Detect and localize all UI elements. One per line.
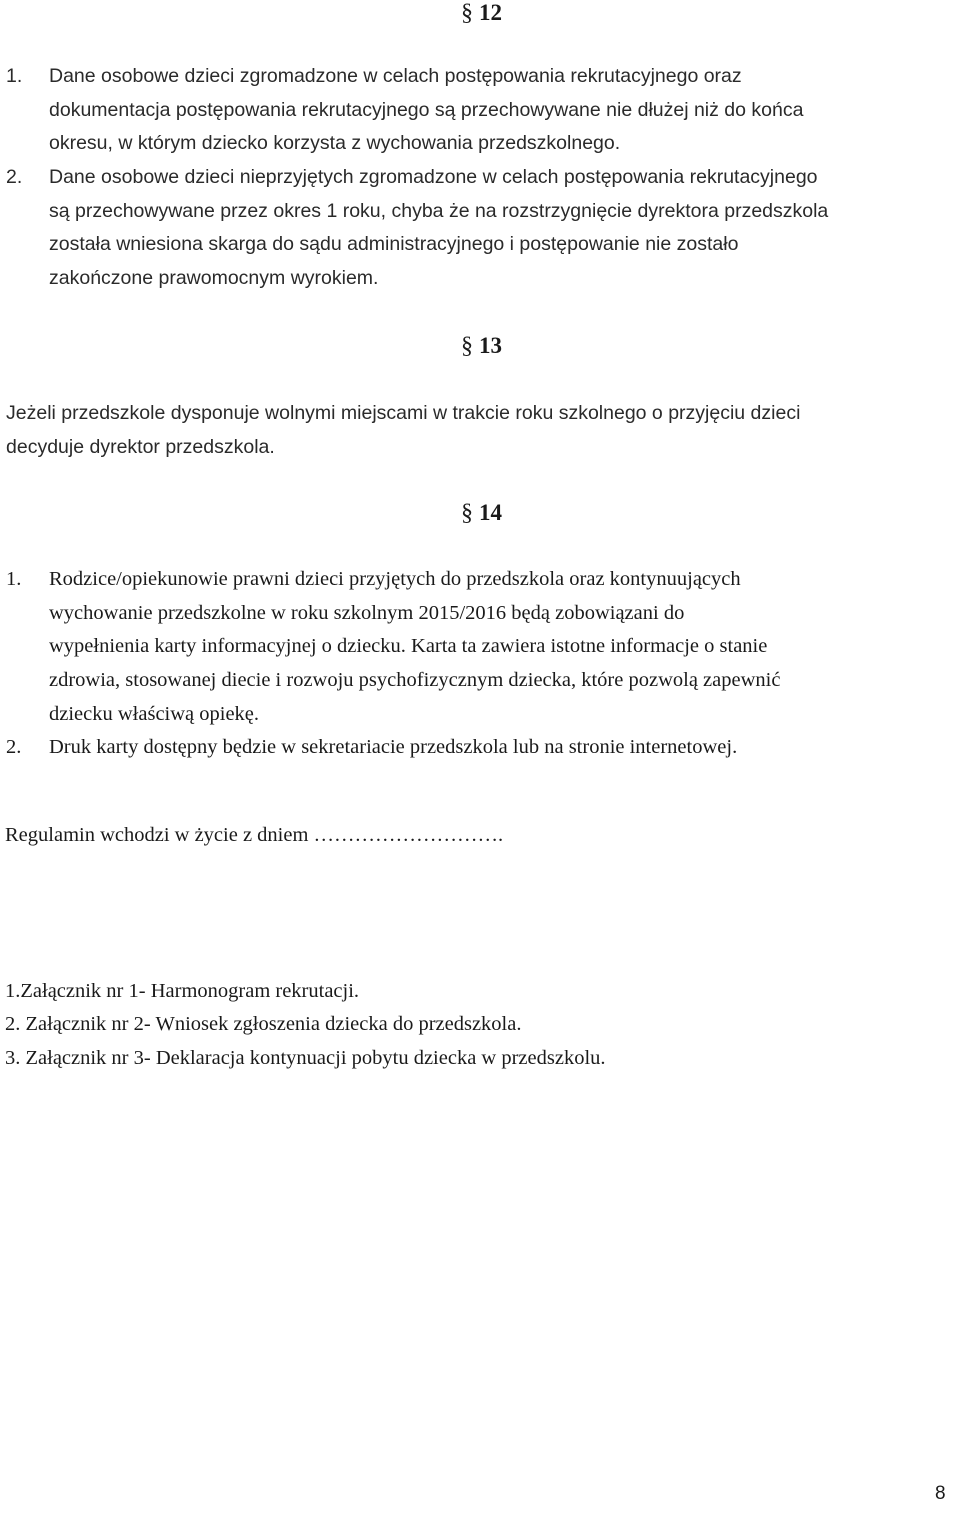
- attachment-item: 2. Załącznik nr 2- Wniosek zgłoszenia dziecka do przedszkola.: [5, 1013, 522, 1035]
- section-number: 13: [479, 333, 502, 358]
- s12-item-1-line: dokumentacja postępowania rekrutacyjnego są przechowywane nie dłużej niż do końca: [49, 99, 804, 121]
- s14-item-1-line: zdrowia, stosowanej diecie i rozwoju psychofizycznym dziecka, które pozwolą zapewnić: [49, 669, 781, 691]
- s14-item-2-line: Druk karty dostępny będzie w sekretariacie przedszkola lub na stronie internetowej.: [49, 736, 738, 758]
- s13-line: Jeżeli przedszkole dysponuje wolnymi miejscami w trakcie roku szkolnego o przyjęciu dzieci: [6, 402, 801, 424]
- s12-item-1-line: okresu, w którym dziecko korzysta z wychowania przedszkolnego.: [49, 132, 621, 154]
- s14-item-1-line: wypełnienia karty informacyjnej o dziecku. Karta ta zawiera istotne informacje o stanie: [49, 635, 768, 657]
- section-12-heading: [461, 0, 502, 27]
- section-number: 14: [479, 500, 502, 525]
- section-sign: §: [461, 333, 473, 359]
- s12-item-2-line: zakończone prawomocnym wyrokiem.: [49, 267, 379, 289]
- attachment-item: 3. Załącznik nr 3- Deklaracja kontynuacji pobytu dziecka w przedszkolu.: [5, 1047, 606, 1069]
- page-number: 8: [935, 1483, 946, 1504]
- section-number: 12: [479, 0, 502, 25]
- s12-item-2-number: 2.: [6, 166, 23, 188]
- attachment-item: 1.Załącznik nr 1- Harmonogram rekrutacji.: [5, 980, 360, 1002]
- s13-line: decyduje dyrektor przedszkola.: [6, 436, 275, 458]
- s14-item-1-line: dziecku właściwą opiekę.: [49, 703, 260, 725]
- s14-item-1-number: 1.: [6, 568, 22, 590]
- s12-item-1-number: 1.: [6, 65, 23, 87]
- s12-item-2-line: Dane osobowe dzieci nieprzyjętych zgromadzone w celach postępowania rekrutacyjnego: [49, 166, 818, 188]
- section-sign: §: [461, 0, 473, 26]
- s14-item-1-line: wychowanie przedszkolne w roku szkolnym 2015/2016 będą zobowiązani do: [49, 602, 685, 624]
- section-14-heading: [461, 500, 502, 527]
- s12-item-2-line: są przechowywane przez okres 1 roku, chyba że na rozstrzygnięcie dyrektora przedszkola: [49, 200, 829, 222]
- s14-item-2-number: 2.: [6, 736, 22, 758]
- effective-date-text: Regulamin wchodzi w życie z dniem ……………………….: [5, 824, 504, 846]
- section-13-heading: [461, 333, 502, 360]
- section-sign: §: [461, 500, 473, 526]
- s14-item-1-line: Rodzice/opiekunowie prawni dzieci przyjętych do przedszkola oraz kontynuujących: [49, 568, 741, 590]
- s12-item-1-line: Dane osobowe dzieci zgromadzone w celach postępowania rekrutacyjnego oraz: [49, 65, 742, 87]
- s12-item-2-line: została wniesiona skarga do sądu administracyjnego i postępowanie nie zostało: [49, 233, 739, 255]
